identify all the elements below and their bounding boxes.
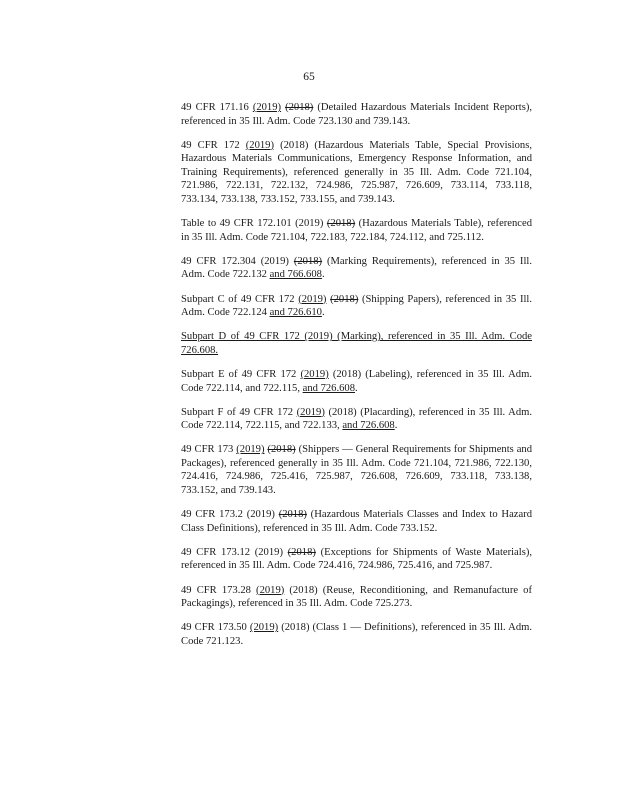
entry-text: 49 CFR 173.2 (2019) (181, 509, 279, 521)
entry-subpart-e (181, 368, 532, 395)
entry-text: . (321, 269, 325, 281)
inserted-text: (2019) (298, 293, 327, 305)
entry-cfr-173-2 (181, 508, 532, 535)
entry-subpart-c (181, 293, 532, 320)
entry-text: (Detailed Hazardous Materials Incident Reports), referenced in 35 Ill. Adm. Code 723.130 and 739.143. (181, 102, 532, 127)
inserted-text: (2019) (252, 102, 282, 113)
entry-text: (2018) (Class 1 — Definitions), referenced in 35 Ill. Adm. Code 721.123. (181, 622, 533, 647)
deleted-text: (2018) (293, 255, 323, 267)
inserted-text: and 726.610 (269, 307, 322, 319)
deleted-text: (2018) (326, 218, 356, 230)
entry-text: . (355, 382, 358, 394)
entry-text: 49 CFR 173.12 (2019) (181, 546, 288, 558)
entry-text: . (394, 420, 398, 432)
entry-text: 49 CFR 173.50 (181, 622, 250, 634)
entry-text: 49 CFR 173 (181, 444, 237, 456)
entry-cfr-173-12 (181, 546, 532, 573)
entry-text: Table to 49 CFR 172.101 (2019) (181, 218, 327, 230)
inserted-text: (2019) (245, 139, 275, 151)
deleted-text: (2018) (267, 444, 296, 456)
inserted-text: Subpart D of 49 CFR 172 (2019) (Marking), referenced in 35 Ill. Adm. Code 726.608. (181, 331, 532, 356)
entry-cfr-173 (181, 443, 532, 497)
entry-text: (Marking Requirements), referenced in 35 Ill. Adm. Code 722.132 (181, 255, 532, 281)
entry-subpart-f (181, 406, 532, 433)
deleted-text: (2018) (278, 509, 307, 521)
entry-text: 49 CFR 172.304 (2019) (181, 255, 294, 267)
inserted-text: (2019) (236, 444, 265, 456)
entry-text: Subpart E of 49 CFR 172 (181, 368, 301, 380)
entry-cfr-172 (181, 139, 532, 207)
entry-text: . (321, 307, 325, 319)
entry-text: (Hazardous Materials Classes and Index to Hazard Class Definitions), referenced in 35 Ill. Adm. Code 733.152. (181, 509, 533, 534)
entry-text: (2018) (Hazardous Materials Table, Special Provisions, Hazardous Materials Communications, Emergency Response Information, and Training Requirements), referenced generally in 35 Ill. Adm. Code 721.104, 721.986, 722.131, 722.132, 724.986, 725.987, 726.609, 733.114, 733.118, 733.134, 733.138, 733.152, 733.155, and 739.143. (181, 139, 532, 206)
entry-text: Subpart C of 49 CFR 172 (181, 293, 299, 305)
entry-text: 49 CFR 171.16 (181, 102, 253, 113)
deleted-text: (2018) (285, 102, 314, 113)
inserted-text: and 766.608 (269, 269, 322, 281)
entry-table-cfr-172-101 (181, 217, 532, 244)
entry-text: (2018) (Placarding), referenced in 35 Ill. Adm. Code 722.114, 722.115, and 722.133, (181, 406, 533, 432)
document-body (181, 101, 532, 659)
entry-text: 49 CFR 172 (181, 139, 246, 151)
entry-cfr-172-304 (181, 255, 532, 282)
entry-text: (2018) (Reuse, Reconditioning, and Remanufacture of Packagings), referenced in 35 Ill. Adm. Code 725.273. (181, 584, 532, 610)
entry-cfr-171-16 (181, 101, 532, 128)
inserted-text: (2019) (296, 406, 325, 418)
entry-cfr-173-50 (181, 621, 532, 648)
entry-cfr-173-28 (181, 584, 532, 611)
inserted-text: and 726.608 (342, 420, 395, 432)
entry-text: (Hazardous Materials Table), referenced in 35 Ill. Adm. Code 721.104, 722.183, 722.184, 724.112, and 725.112. (181, 218, 533, 243)
entry-text: (2018) (Labeling), referenced in 35 Ill. Adm. Code 722.114, and 722.115, (181, 368, 532, 394)
inserted-text: and 726.608 (302, 382, 355, 394)
entry-text: Subpart F of 49 CFR 172 (181, 406, 297, 418)
entry-subpart-d (181, 330, 532, 357)
page-number: 65 (303, 71, 315, 83)
entry-text: (Exceptions for Shipments of Waste Materials), referenced in 35 Ill. Adm. Code 724.416, 724.986, 725.416, and 725.987. (181, 546, 533, 572)
entry-text: 49 CFR 173.28 (181, 584, 257, 596)
entry-text: (Shipping Papers), referenced in 35 Ill. Adm. Code 722.124 (181, 293, 533, 319)
inserted-text: (2019) (256, 584, 285, 596)
deleted-text: (2018) (287, 546, 316, 558)
inserted-text: (2019) (300, 368, 329, 380)
deleted-text: (2018) (330, 293, 359, 305)
inserted-text: (2019) (249, 622, 279, 634)
entry-text: (Shippers — General Requirements for Shipments and Packages), referenced generally in 35 Ill. Adm. Code 721.104, 721.986, 722.130, 724.416, 724.986, 725.416, 725.987, 726.608, 726.609, 733.118, 733.138, 733.152, and 739.143. (181, 444, 532, 497)
